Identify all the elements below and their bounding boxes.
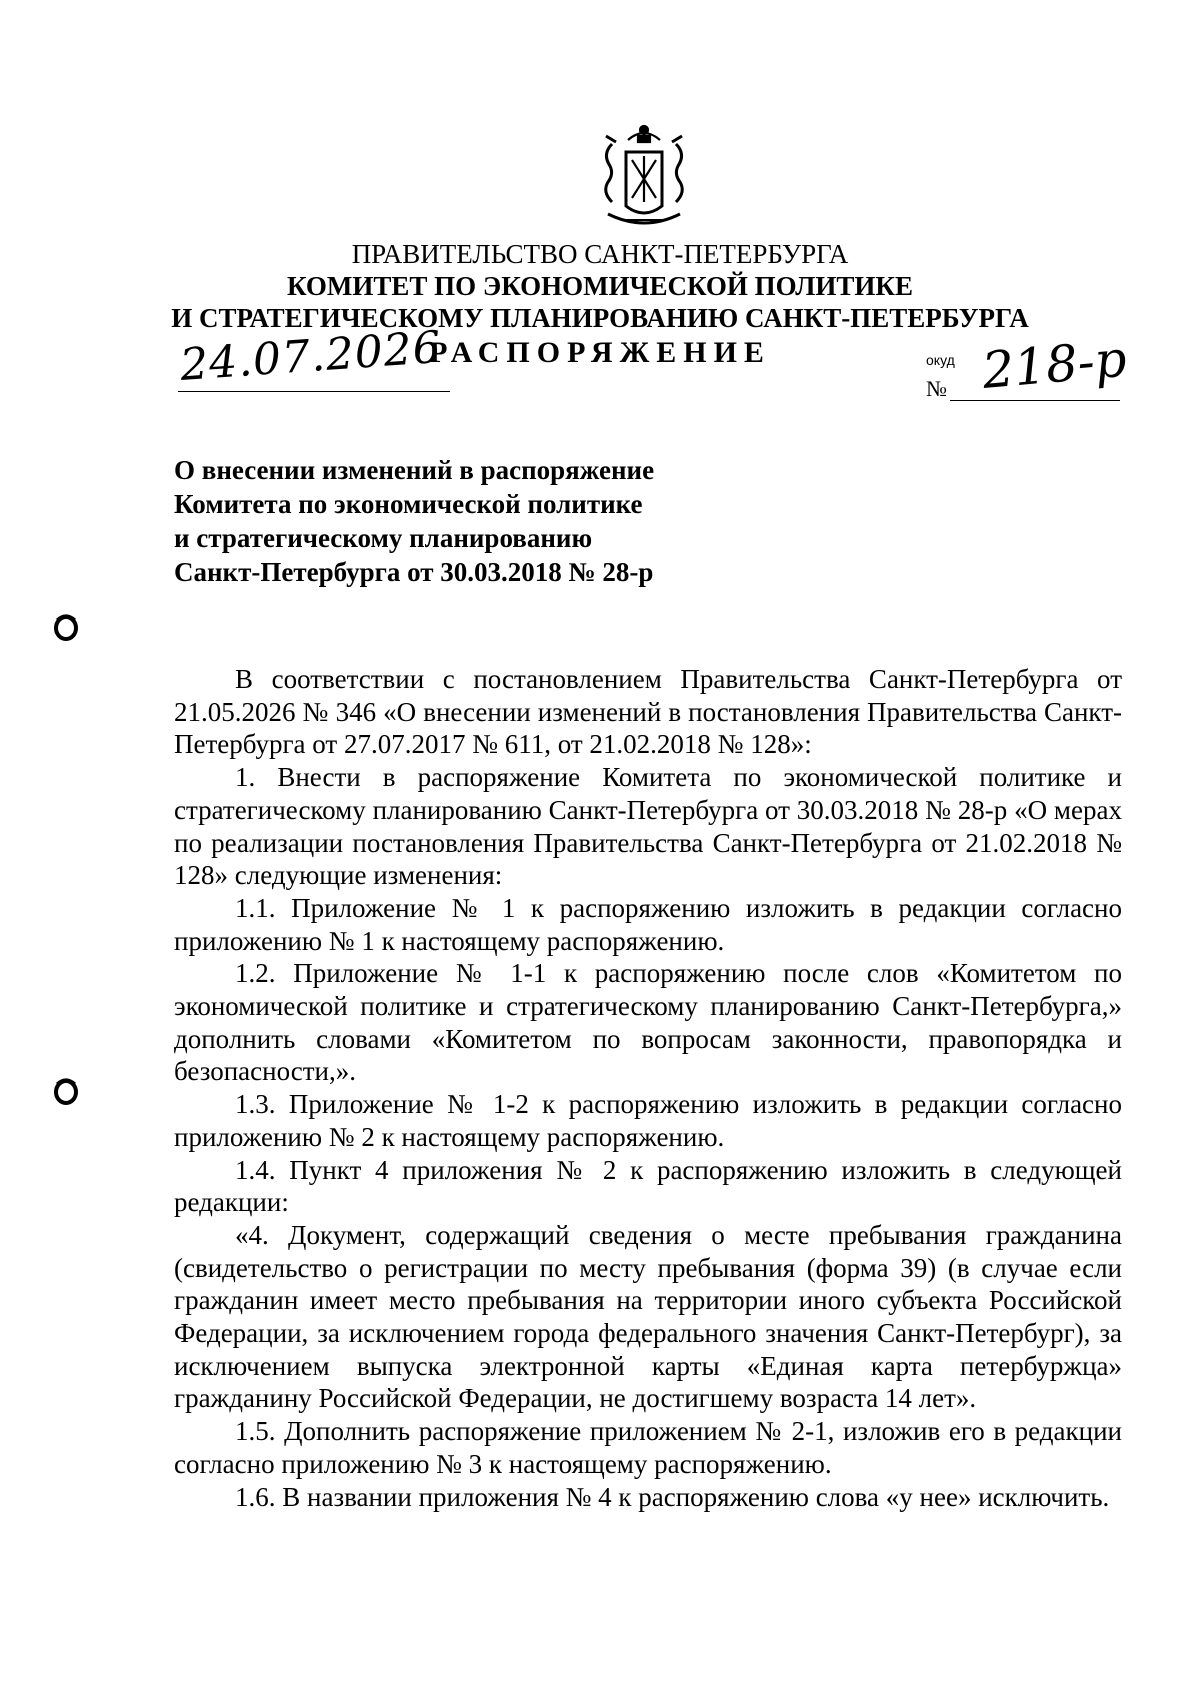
- body-paragraph: «4. Документ, содержащий сведения о месте пребывания гражданина (свидетельство о регистрации по месту пребывания (форма 39) (в случае если гражданин имеет место пребывания на территории иного субъекта Российской Федерации, за исключением города федерального значения Санкт-Петербург), за исключением выпуска электронной карты «Единая карта петербуржца» гражданину Российской Федерации, не достигшему возраста 14 лет».: [174, 1219, 1122, 1414]
- subject-line: О внесении изменений в распоряжение: [174, 455, 655, 485]
- number-sign: №: [926, 376, 947, 401]
- body-paragraph: 1.2. Приложение № 1-1 к распоряжению после слов «Комитетом по экономической политике и стратегическому планированию Санкт-Петербурга,» дополнить словами «Комитетом по вопросам законности, правопорядка и безопасности,».: [174, 958, 1122, 1087]
- body-paragraph: 1.1. Приложение № 1 к распоряжению изложить в редакции согласно приложению № 1 к настоящему распоряжению.: [174, 892, 1122, 956]
- body-paragraph: В соответствии с постановлением Правительства Санкт-Петербурга от 21.05.2026 № 346 «О внесении изменений в постановления Правительства Санкт-Петербурга от 27.07.2017 № 611, от 21.02.2018 № 128»:: [174, 664, 1122, 760]
- okud-label: окуд: [926, 352, 955, 368]
- subject-line: Санкт-Петербурга от 30.03.2018 № 28-р: [174, 557, 654, 587]
- government-name: ПРАВИТЕЛЬСТВО САНКТ-ПЕТЕРБУРГА: [351, 239, 849, 269]
- coat-of-arms-emblem: [598, 122, 690, 232]
- body-paragraph: 1.3. Приложение № 1-2 к распоряжению изложить в редакции согласно приложению № 2 к настоящему распоряжению.: [174, 1089, 1122, 1152]
- body-paragraph: 1.6. В названии приложения № 4 к распоряжению слова «у нее» исключить.: [235, 1481, 1110, 1512]
- document-type-title: РАСПОРЯЖЕНИЕ: [429, 336, 771, 369]
- handwritten-document-number: 218-р: [979, 329, 1129, 400]
- body-paragraph: 1. Внести в распоряжение Комитета по экономической политике и стратегическому планированию Санкт-Петербурга от 30.03.2018 № 28-р «О мерах по реализации постановления Правительства Санкт-Петербурга от 21.02.2018 № 128» следующие изменения:: [174, 762, 1122, 891]
- punch-hole-mark: [53, 1076, 79, 1106]
- handwritten-date: 24.07.2026: [178, 321, 444, 391]
- body-paragraph: 1.4. Пункт 4 приложения № 2 к распоряжению изложить в следующей редакции:: [174, 1154, 1122, 1218]
- punch-hole-mark: [53, 612, 79, 642]
- date-underline: [178, 391, 450, 392]
- document-body: [174, 663, 1122, 1513]
- number-underline: [950, 400, 1120, 401]
- subject-line: Комитета по экономической политике: [174, 489, 643, 519]
- committee-name-line2: И СТРАТЕГИЧЕСКОМУ ПЛАНИРОВАНИЮ САНКТ-ПЕТЕРБУРГА: [171, 303, 1029, 333]
- body-paragraph: 1.5. Дополнить распоряжение приложением № 2-1, изложив его в редакции согласно приложению № 3 к настоящему распоряжению.: [174, 1416, 1122, 1479]
- subject-line: и стратегическому планированию: [174, 523, 593, 553]
- document-subject: [174, 453, 654, 589]
- committee-name-line1: КОМИТЕТ ПО ЭКОНОМИЧЕСКОЙ ПОЛИТИКЕ: [287, 271, 913, 301]
